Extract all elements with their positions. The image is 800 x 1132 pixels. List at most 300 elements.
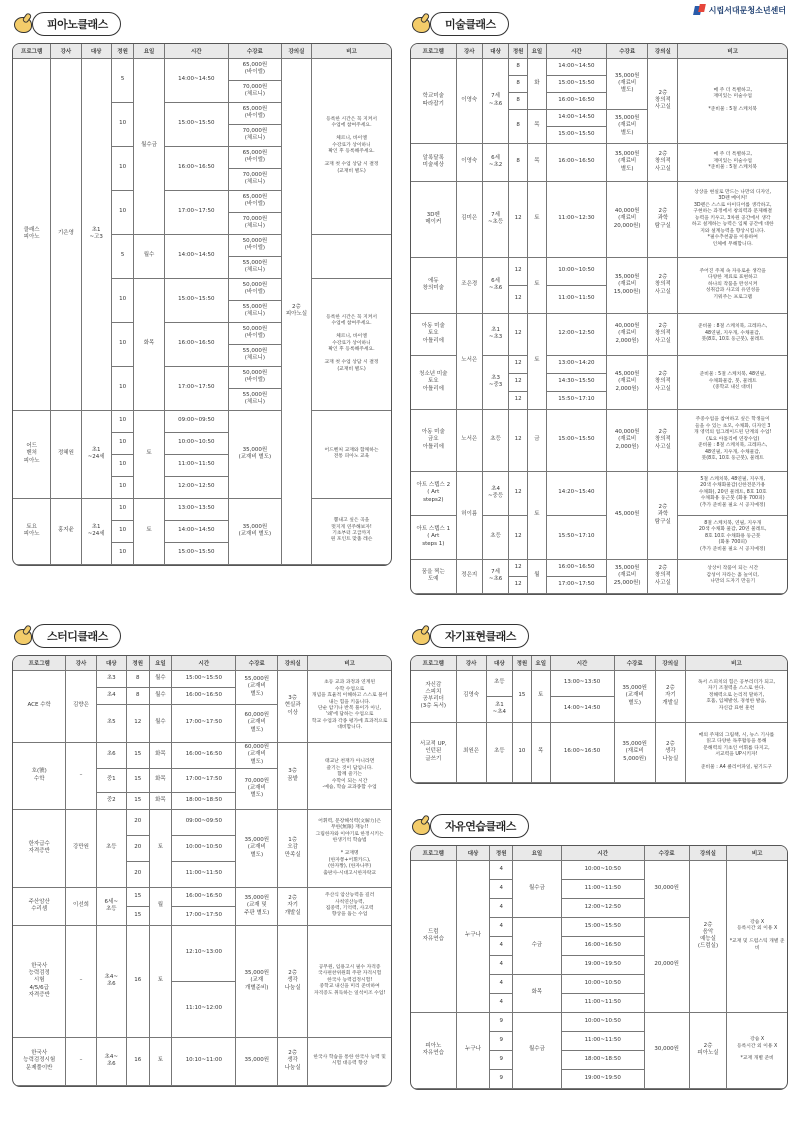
cell-capacity: 9 (490, 1031, 513, 1050)
cell-room: 2층 생각 나눔실 (278, 925, 308, 1037)
cell-teacher: 정은지 (456, 559, 482, 593)
cell-note: 뽑내고 싶은 곡을 멋지게 연주해보자! 기초부터 고급까지 원 포인트 맞춤 레슨 (312, 498, 391, 564)
cell-target: 초1 ~고3 (81, 58, 111, 410)
cell-time: 14:30~15:50 (546, 373, 606, 391)
cell-target: 초6 (96, 742, 126, 768)
cell-capacity: 10 (111, 432, 134, 454)
col-target: 대상 (81, 44, 111, 58)
pointing-hand-icon (12, 625, 38, 647)
cell-fee: 35,000원 (재료비 별도) (606, 58, 647, 109)
table-row (13, 1037, 391, 1085)
cell-day: 토 (528, 313, 547, 409)
cell-target: 초등 (96, 809, 126, 887)
cell-target: 초4~ 초6 (96, 925, 126, 1037)
cell-capacity: 9 (490, 1069, 513, 1088)
cell-teacher: 김영숙 (456, 670, 486, 722)
cell-target: 중2 (96, 792, 126, 809)
cell-room: 2층 피아노실 (689, 1012, 727, 1088)
col-time: 시간 (164, 44, 228, 58)
pointing-hand-icon (12, 13, 38, 35)
col-room: 강의실 (281, 44, 311, 58)
cell-time: 17:00~17:50 (172, 704, 236, 742)
cell-time: 15:00~15:50 (561, 917, 644, 936)
cell-note: 어드벤처 교재와 함께하는 전통 피아노 교육 (312, 410, 391, 498)
cell-fee: 35,000원 (교재비 별도) (236, 809, 278, 887)
cell-time: 12:00~12:50 (546, 313, 606, 355)
section-header (410, 812, 788, 840)
art-table (411, 44, 787, 594)
cell-target: 누구나 (456, 860, 490, 1012)
col-time: 시간 (550, 656, 614, 670)
cell-day: 토 (134, 410, 164, 498)
col-day: 요일 (134, 44, 164, 58)
cell-day: 월수 (149, 704, 172, 742)
cell-day: 월수 (149, 670, 172, 687)
cell-capacity: 8 (126, 687, 149, 704)
cell-target: 초1 ~초3 (482, 313, 508, 355)
cell-day: 월수금 (512, 1012, 561, 1088)
cell-teacher: 조은경 (456, 257, 482, 313)
cell-capacity: 12 (509, 391, 528, 409)
cell-program: 어드 벤처 피아노 (13, 410, 51, 498)
cell-time: 11:10~12:00 (172, 981, 236, 1037)
cell-time: 13:00~13:50 (550, 670, 614, 696)
cell-note: 태교난 천재가 아니라면 즐기는 것이 답입니다. 함께 즐기는 수학이 되는 시간 -예습, 학습 교과종합 수업 (308, 742, 391, 809)
col-day: 요일 (512, 846, 561, 860)
cell-capacity: 16 (126, 925, 149, 1037)
cell-fee: 65,000원 (바이엘) (228, 146, 281, 168)
cell-fee: 70,000원 (교재비 별도) (236, 768, 278, 809)
section-title: 피아노클래스 (32, 12, 121, 36)
cell-time: 10:00~10:50 (561, 974, 644, 993)
table-row (13, 809, 391, 835)
cell-teacher: 최원은 (456, 722, 486, 782)
table-row (13, 410, 391, 432)
cell-day: 화목 (134, 278, 164, 410)
cell-time: 15:50~17:10 (546, 515, 606, 559)
cell-program: 에듀 창의미술 (411, 257, 456, 313)
cell-time: 16:00~16:50 (546, 143, 606, 181)
cell-target: 중1 (96, 768, 126, 792)
cell-fee: 40,000원 (재료비 20,000원) (606, 181, 647, 257)
cell-target: 초등 (482, 409, 508, 471)
cell-note: 주어진 주제 속 자유로운 생각을 다양한 재료로 표현하고 하나의 작품을 완성시켜 성취감과 사고의 유연성을 기워주는 프로그램 (678, 257, 787, 313)
cell-note: 매의 주제의 그림책, 시, 뉴스 기사를 읽고 다양한 독후활동을 통해 문해력의 기초인 어휘를 다지고, 서교력을 UP시키자! 준비물 : A4 클리어파일, 필기도구 (685, 722, 787, 782)
cell-capacity: 15 (126, 768, 149, 792)
cell-time: 17:00~17:50 (164, 190, 228, 234)
cell-time: 14:00~14:50 (164, 520, 228, 542)
cell-fee: 50,000원 (바이엘) (228, 234, 281, 256)
col-note: 비고 (727, 846, 787, 860)
cell-teacher: 김미은 (456, 181, 482, 257)
section-header (12, 10, 392, 38)
cell-target: 초1 ~24세 (81, 498, 111, 564)
table-row (411, 670, 787, 696)
cell-time: 16:00~16:50 (550, 722, 614, 782)
cell-time: 10:00~10:50 (172, 835, 236, 861)
table-row (411, 722, 787, 782)
cell-teacher: 이선희 (66, 887, 96, 925)
cell-target: 초1 ~초4 (486, 696, 512, 722)
cell-capacity: 10 (111, 146, 134, 190)
cell-capacity: 12 (509, 471, 528, 515)
cell-program: 자신감 스피치 공부리더 (3층 독서) (411, 670, 456, 722)
cell-time: 18:00~18:50 (172, 792, 236, 809)
cell-time: 16:00~16:50 (172, 887, 236, 906)
cell-target: 초3 (96, 670, 126, 687)
cell-time: 19:00~19:50 (561, 1069, 644, 1088)
col-fee: 수강료 (236, 656, 278, 670)
cell-fee: 65,000원 (바이엘) (228, 190, 281, 212)
cell-day: 토 (149, 809, 172, 887)
cell-day: 월 (528, 559, 547, 593)
cell-capacity: 8 (509, 75, 528, 92)
cell-day: 화목 (149, 742, 172, 768)
table-row (411, 58, 787, 75)
cell-program: 피아노 자유연습 (411, 1012, 456, 1088)
cell-fee: 70,000원 (체르니) (228, 124, 281, 146)
cell-time: 15:00~15:50 (546, 75, 606, 92)
cell-time: 17:00~17:50 (164, 366, 228, 410)
piano-section (12, 10, 392, 566)
cell-time: 13:00~14:20 (546, 355, 606, 373)
cell-program: 한자급수 자격증반 (13, 809, 66, 887)
cell-note: 5절 스케치북, 48연필, 지우개, 20색 수채화물감(신한전문가용 수채화), 20연 물레트, 8호 10호 수채화용 둥근붓 (화홍 700피) (추가 준비물 필요 시 공지예정) (678, 471, 787, 515)
cell-time: 14:00~14:50 (164, 58, 228, 102)
cell-day: 월수금 (512, 860, 561, 917)
cell-capacity: 10 (111, 322, 134, 366)
cell-day: 화 (528, 58, 547, 109)
cell-fee: 35,000원 (236, 1037, 278, 1085)
cell-time: 15:00~15:50 (164, 542, 228, 564)
cell-target: 초1 ~24세 (81, 410, 111, 498)
cell-capacity: 8 (126, 670, 149, 687)
table-row (13, 925, 391, 981)
col-target: 대상 (486, 656, 512, 670)
free-practice-section (410, 812, 788, 1090)
cell-program: 호(號) 수학 (13, 742, 66, 809)
cell-time: 12:00~12:50 (561, 898, 644, 917)
col-target: 대상 (96, 656, 126, 670)
cell-day: 목 (531, 722, 550, 782)
cell-capacity: 10 (513, 722, 532, 782)
cell-capacity: 12 (509, 559, 528, 576)
cell-capacity: 15 (126, 742, 149, 768)
cell-room: 1층 오감 만족실 (278, 809, 308, 887)
cell-teacher: 노서은 (456, 409, 482, 471)
section-title: 미술클래스 (430, 12, 509, 36)
cell-teacher: – (66, 1037, 96, 1085)
table-row (411, 559, 787, 576)
cell-capacity: 10 (111, 542, 134, 564)
self-expression-section (410, 622, 788, 784)
cell-day: 월수 (149, 687, 172, 704)
cell-capacity: 10 (111, 102, 134, 146)
cell-fee: 30,000원 (644, 1012, 689, 1088)
cell-fee: 30,000원 (644, 860, 689, 917)
cell-note: 강습 X 등록시간 외 이용 X *교재 개별 준비 (727, 1012, 787, 1088)
cell-room: 2층 창의적 사고실 (648, 143, 678, 181)
cell-room: 2층 창의적 사고실 (648, 409, 678, 471)
cell-fee: 50,000원 (바이엘) (228, 322, 281, 344)
col-target: 대상 (482, 44, 508, 58)
cell-capacity: 10 (111, 366, 134, 410)
cell-teacher: 허이름 (456, 471, 482, 559)
cell-capacity: 12 (509, 576, 528, 593)
col-capacity: 정원 (509, 44, 528, 58)
cell-fee: 50,000원 (바이엘) (228, 366, 281, 388)
col-capacity: 정원 (126, 656, 149, 670)
cell-capacity: 4 (490, 936, 513, 955)
cell-capacity: 15 (126, 792, 149, 809)
cell-day: 화목 (149, 768, 172, 792)
cell-fee: 40,000원 (재료비 2,000원) (606, 409, 647, 471)
cell-fee: 70,000원 (체르니) (228, 212, 281, 234)
cell-time: 11:00~11:50 (561, 879, 644, 898)
cell-time: 14:00~14:50 (546, 58, 606, 75)
cell-time: 11:00~11:50 (561, 993, 644, 1012)
cell-day: 목 (528, 143, 547, 181)
table-row (411, 181, 787, 257)
cell-time: 17:00~17:50 (172, 906, 236, 925)
cell-capacity: 4 (490, 955, 513, 974)
cell-capacity: 8 (509, 109, 528, 143)
cell-room: 2층 자기 개발실 (655, 670, 685, 722)
cell-teacher: – (66, 925, 96, 1037)
col-note: 비고 (685, 656, 787, 670)
cell-room: 2층 과학 탐구실 (648, 471, 678, 559)
cell-time: 14:00~14:50 (546, 109, 606, 126)
col-program: 프로그램 (411, 44, 456, 58)
cell-note: 상상이 작품이 되는 시간 감성이 자라는 흙 놀이터, 나만의 도자기 만들기 (678, 559, 787, 593)
table-row (411, 409, 787, 471)
col-note: 비고 (308, 656, 391, 670)
cell-teacher: 홍지윤 (51, 498, 81, 564)
table-row (411, 313, 787, 355)
col-capacity: 정원 (513, 656, 532, 670)
cell-fee: 45,000원 (재료비 2,000원) (606, 355, 647, 409)
cell-capacity: 10 (111, 278, 134, 322)
table-row (13, 670, 391, 687)
org-name: 시립서대문청소년센터 (708, 5, 786, 15)
cell-target: 초등 (482, 515, 508, 559)
cell-day: 월수 (134, 234, 164, 278)
piano-table (13, 44, 391, 565)
cell-note: 주중수업을 참여하고 싶은 학생들이 들을 수 있는 초모, 수채화, 디자인 3 개 영역의 업그레이드된 단계의 수업! (토요 아틀리에 연장수업) 준비물 : 8절 스케치북, 크레파스, 48연필, 지우개, 수채물감, 붓(8호, 10호 둥근붓), 물레트 (678, 409, 787, 471)
cell-time: 16:00~16:50 (561, 936, 644, 955)
study-section (12, 622, 392, 1087)
cell-room: 2층 자기 개발실 (278, 887, 308, 925)
cell-time: 17:00~17:50 (546, 576, 606, 593)
col-time: 시간 (561, 846, 644, 860)
cell-capacity: 8 (509, 143, 528, 181)
cell-capacity: 12 (509, 313, 528, 355)
cell-capacity: 4 (490, 917, 513, 936)
col-teacher: 강사 (456, 656, 486, 670)
cell-capacity: 4 (490, 898, 513, 917)
cell-fee: 65,000원 (바이엘) (228, 102, 281, 124)
col-teacher: 강사 (456, 44, 482, 58)
cell-fee: 35,000원 (교재비 별도) (228, 498, 281, 564)
cell-fee: 35,000원 (교재비 별도) (228, 410, 281, 498)
cell-room: 2층 피아노실 (281, 58, 311, 564)
cell-fee: 35,000원 (재료비 5,000원) (614, 722, 655, 782)
col-fee: 수강료 (644, 846, 689, 860)
cell-fee: 60,000원 (교재비 별도) (236, 704, 278, 742)
cell-capacity: 5 (111, 234, 134, 278)
cell-fee: 70,000원 (체르니) (228, 80, 281, 102)
cell-target: 7세 ~초6 (482, 58, 508, 143)
cell-time: 10:00~10:50 (561, 1012, 644, 1031)
cell-time: 10:00~10:50 (546, 257, 606, 285)
cell-room: 2층 창의적 사고실 (648, 257, 678, 313)
cell-capacity: 9 (490, 1012, 513, 1031)
cell-note: 등록한 시간은 꼭 지켜서 수업에 참여주세요. 체르니, 바이엘 수강료가 상이하니 확인 후 등록해주세요. 교재 첫 수업 상담 시 결정 (교재비 별도) (312, 278, 391, 410)
table-row (411, 860, 787, 879)
col-note: 비고 (678, 44, 787, 58)
cell-capacity: 12 (509, 373, 528, 391)
cell-day: 목 (528, 109, 547, 143)
cell-day: 토 (134, 498, 164, 564)
cell-capacity: 12 (509, 257, 528, 285)
art-section (410, 10, 788, 595)
cell-note: 8절 스케치북, 연필, 지우개 20색 수채화 물감, 20연 물레트, 8호 10호 수채화용 둥근붓 (화홍 700피) (추가 준비물 필요 시 공지예정) (678, 515, 787, 559)
col-program: 프로그램 (13, 656, 66, 670)
cell-note: 독서 스피치의 힘은 공부리더가 되고, 자기 조절력을 스스로 한다. 정해력으로 논리적 말하기, 호흡, 입체발성, 경청한 발음, 자신감 표현 훈련 (685, 670, 787, 722)
cell-target: 6세~ 초등 (96, 887, 126, 925)
cell-room: 2층 창의적 사고실 (648, 559, 678, 593)
col-fee: 수강료 (614, 656, 655, 670)
cell-day: 금 (528, 409, 547, 471)
cell-fee: 40,000원 (재료비 2,000원) (606, 313, 647, 355)
cell-target: 초4 ~중등 (482, 471, 508, 515)
cell-capacity: 12 (509, 409, 528, 471)
cell-room: 3층 꿈밭 (278, 742, 308, 809)
cell-capacity: 12 (509, 355, 528, 373)
col-teacher: 강사 (66, 656, 96, 670)
cell-day: 토 (528, 181, 547, 257)
col-program: 프로그램 (411, 846, 456, 860)
cell-program: 아동 미술 금요 아틀리에 (411, 409, 456, 471)
cell-capacity: 20 (126, 861, 149, 887)
col-room: 강의실 (655, 656, 685, 670)
cell-note (312, 234, 391, 278)
cell-capacity: 10 (111, 454, 134, 476)
cell-fee: 35,000원 (재료비 15,000원) (606, 257, 647, 313)
cell-program: 서교적 UP, 인턴된 글쓰기 (411, 722, 456, 782)
table-row (13, 58, 391, 80)
col-room: 강의실 (648, 44, 678, 58)
study-table (13, 656, 391, 1086)
cell-time: 16:00~16:50 (172, 742, 236, 768)
cell-note: 매 주 더 특별하고, 재미있는 미술수업 *준비물 : 5절 스케치북 (678, 143, 787, 181)
cell-fee: 35,000원 (교재 및 주판 별도) (236, 887, 278, 925)
pointing-hand-icon (410, 815, 436, 837)
cell-day: 토 (149, 1037, 172, 1085)
cell-capacity: 20 (126, 835, 149, 861)
cell-fee: 35,000원 (재료비 별도) (606, 143, 647, 181)
cell-fee: 55,000원 (체르니) (228, 256, 281, 278)
self-expression-table (411, 656, 787, 783)
col-fee: 수강료 (228, 44, 281, 58)
cell-note: 주산식 암산능력을 길러 사칙연산능력, 집중력, 기억력, 사고력 향상을 돕는 수업 (308, 887, 391, 925)
col-day: 요일 (149, 656, 172, 670)
pointing-hand-icon (410, 625, 436, 647)
col-target: 대상 (456, 846, 490, 860)
cell-time: 09:00~09:50 (164, 410, 228, 432)
cell-target: 초5 (96, 704, 126, 742)
cell-note: 준비물 : 8절 스케치북, 크레파스, 48연필, 지우개, 수채물감, 붓(8호, 10호 둥근붓), 물레트 (678, 313, 787, 355)
cell-capacity: 12 (509, 515, 528, 559)
cell-time: 15:00~15:50 (172, 670, 236, 687)
cell-capacity: 12 (509, 285, 528, 313)
col-time: 시간 (172, 656, 236, 670)
col-fee: 수강료 (606, 44, 647, 58)
cell-program: 한국사 능력검정 시험 4/5/6급 자격증반 (13, 925, 66, 1037)
table-row (13, 498, 391, 520)
cell-target: 6세 ~초6 (482, 257, 508, 313)
cell-teacher: 이영숙 (456, 143, 482, 181)
cell-fee: 45,000원 (606, 471, 647, 559)
cell-capacity: 15 (126, 906, 149, 925)
cell-target: 초4 (96, 687, 126, 704)
cell-room: 2층 창의적 사고실 (648, 58, 678, 143)
cell-capacity: 10 (111, 520, 134, 542)
cell-day: 토 (531, 670, 550, 722)
cell-time: 10:00~10:50 (561, 860, 644, 879)
cell-time: 16:00~16:50 (546, 559, 606, 576)
cell-day: 화목 (512, 974, 561, 1012)
cell-program: 주산암산 수리셈 (13, 887, 66, 925)
cell-time: 15:00~15:50 (546, 126, 606, 143)
cell-time: 11:00~11:50 (546, 285, 606, 313)
cell-time: 10:10~11:00 (172, 1037, 236, 1085)
cell-note: 상상을 현실로 만드는 나만의 디자인, 3D펜 메이커! 3D펜은 스스로 아이디어를 생각하고, 구현하는 과정에서 창의력과 문제해결 능력을 키우고, 3차원 공간에서 생각 하고 설계하는 능력은 입체 공간에 대한 지와 설계능력을 향상시킵니다. *필수추천꿈을 이용하여 인체에 무해합니다. (678, 181, 787, 257)
cell-target: 누구나 (456, 1012, 490, 1088)
cell-room: 2층 창의적 사고실 (648, 355, 678, 409)
cell-program: 꿈을 찍는 도예 (411, 559, 456, 593)
cell-room: 3층 현실과 이상 (278, 670, 308, 742)
cell-fee: 70,000원 (체르니) (228, 168, 281, 190)
cell-capacity: 4 (490, 879, 513, 898)
cell-program: 토요 피아노 (13, 498, 51, 564)
free-practice-table (411, 846, 787, 1089)
col-time: 시간 (546, 44, 606, 58)
table-row (411, 257, 787, 285)
cell-target: 7세 ~초등 (482, 181, 508, 257)
cell-capacity: 20 (126, 809, 149, 835)
cell-time: 11:00~12:30 (546, 181, 606, 257)
cell-teacher: 정혜원 (51, 410, 81, 498)
cell-target: 7세 ~초6 (482, 559, 508, 593)
cell-program: 드럼 자유연습 (411, 860, 456, 1012)
section-header (410, 10, 788, 38)
cell-day: 토 (149, 925, 172, 1037)
col-day: 요일 (528, 44, 547, 58)
cell-program: 아동 미술 토요 아틀리에 (411, 313, 456, 355)
cell-teacher: 기은영 (51, 58, 81, 410)
cell-target: 초3 ~중3 (482, 355, 508, 409)
cell-time: 11:00~11:50 (164, 454, 228, 476)
cell-day: 토 (528, 471, 547, 559)
cell-time: 15:00~15:50 (546, 409, 606, 471)
section-title: 자유연습클래스 (430, 814, 529, 838)
cell-note: 준비물 : 5절 스케치북, 48연필, 수채화물감, 붓, 물레트 (중학교 내신 대비) (678, 355, 787, 409)
cell-room: 2층 생각 나눔실 (655, 722, 685, 782)
cell-time: 16:00~16:50 (164, 146, 228, 190)
cell-room: 2층 음악 예능실 (드럼실) (689, 860, 727, 1012)
cell-time: 16:00~16:50 (546, 92, 606, 109)
